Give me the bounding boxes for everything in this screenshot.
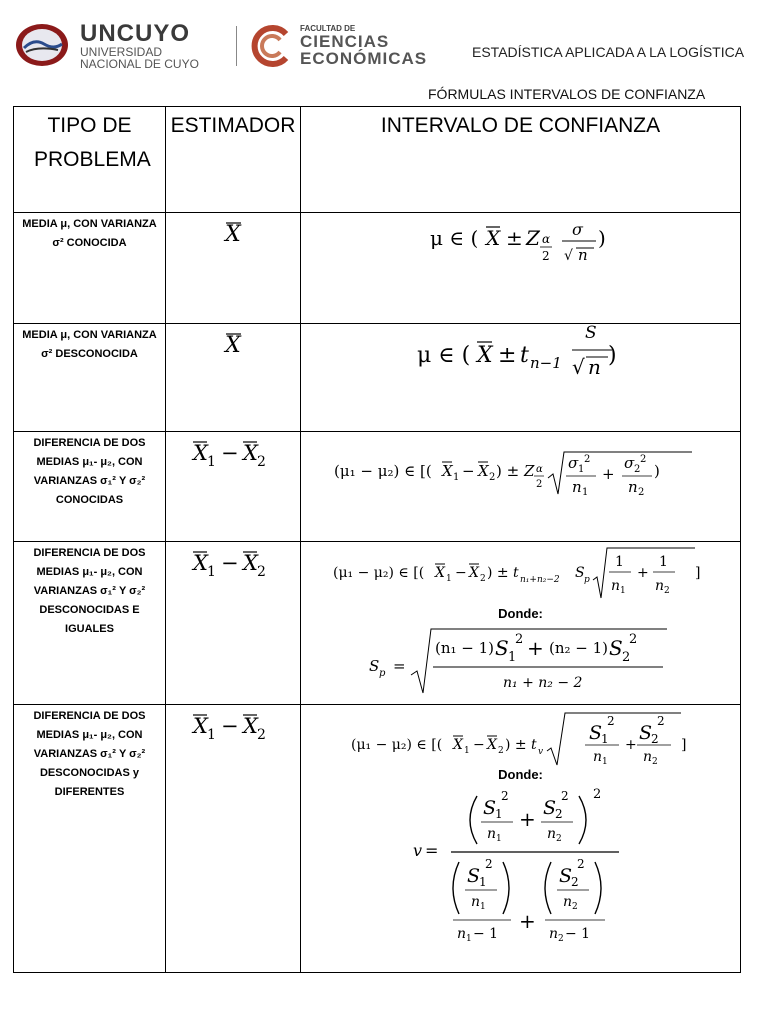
svg-text:2: 2 [637,487,644,498]
svg-text:X: X [243,551,258,575]
svg-text:2: 2 [257,564,266,580]
svg-text:1: 1 [464,746,470,756]
svg-text:S: S [543,797,557,819]
svg-text:√: √ [571,355,585,379]
svg-text:=: = [425,841,439,860]
svg-text:1: 1 [620,586,626,596]
svg-text:]: ] [695,565,701,581]
svg-text:v: v [413,841,423,860]
svg-text:X: X [243,441,258,465]
svg-text:−: − [473,737,485,753]
svg-text:1: 1 [581,487,588,498]
svg-text:X: X [225,333,241,358]
svg-text:X: X [487,737,497,753]
svg-text:Z: Z [525,226,540,250]
svg-text:t: t [519,343,529,368]
table-row [14,705,741,973]
svg-text:2: 2 [488,472,495,483]
svg-text:n: n [563,894,573,910]
interval-cell [301,324,741,432]
svg-text:α: α [535,464,543,475]
estimator-cell [166,432,301,542]
pooled-sd-formula [301,621,739,699]
table-row [14,432,741,542]
university-line2: NACIONAL DE CUYO [80,57,199,71]
svg-text:n: n [627,478,638,496]
svg-text:2: 2 [657,714,665,728]
faculty-prefix: FACULTAD DE [300,24,356,33]
svg-text:−: − [461,462,475,480]
svg-text:2: 2 [501,789,509,803]
svg-text:) ±: ) ± [505,737,527,753]
svg-text:): ) [653,462,660,480]
svg-text:) ±: ) ± [495,462,519,480]
svg-text:1: 1 [659,554,668,570]
svg-text:−: − [221,551,239,575]
svg-text:X: X [453,737,463,753]
svg-text:n: n [487,826,497,842]
svg-text:X: X [477,462,489,480]
svg-text:+: + [625,737,637,753]
svg-text:σ: σ [571,220,583,239]
svg-text:(μ₁ − μ₂) ∈ [(: (μ₁ − μ₂) ∈ [( [333,565,425,581]
svg-text:1: 1 [207,564,216,580]
svg-text:2: 2 [257,727,266,743]
header-tipo-de-problema: TIPO DE PROBLEMA [14,107,166,213]
svg-text:2: 2 [571,875,579,889]
svg-text:X: X [193,551,208,575]
svg-text:X: X [441,462,453,480]
svg-text:1: 1 [602,757,608,767]
svg-text:X: X [435,565,445,581]
svg-text:): ) [597,226,606,250]
svg-text:2: 2 [607,714,615,728]
svg-text:1: 1 [495,807,503,821]
svg-text:1: 1 [496,834,502,844]
svg-text:X: X [469,565,479,581]
svg-text:S: S [369,657,380,675]
svg-text:2: 2 [515,632,524,647]
svg-text:n: n [643,749,653,765]
estimator-cell [166,705,301,973]
table-row [14,213,741,324]
svg-text:n: n [587,355,601,379]
course-title: ESTADÍSTICA APLICADA A LA LOGÍSTICA [472,44,745,60]
svg-text:2: 2 [558,934,564,944]
svg-text:p: p [584,575,590,585]
svg-text:n: n [577,246,588,264]
svg-text:(μ₁ − μ₂) ∈ [(: (μ₁ − μ₂) ∈ [( [333,462,432,480]
svg-text:t: t [513,565,519,581]
svg-text:2: 2 [639,454,646,465]
svg-text:n: n [593,749,603,765]
table-row [14,542,741,705]
svg-text:−: − [221,441,239,465]
svg-text:+: + [527,636,544,660]
estimator-cell [166,542,301,705]
svg-text:n: n [571,478,582,496]
svg-text:n: n [547,826,557,842]
svg-text:1: 1 [207,727,216,743]
svg-text:2: 2 [498,746,504,756]
svg-text:n₁+n₂−2: n₁+n₂−2 [520,575,560,585]
interval-cell [301,432,741,542]
svg-text:n: n [457,926,467,942]
svg-text:1: 1 [466,934,472,944]
header-estimador: ESTIMADOR [166,107,301,213]
university-name-block [80,22,199,70]
svg-text:v: v [538,747,544,757]
svg-text:2: 2 [633,464,640,475]
interval-formula [302,324,740,426]
svg-text:p: p [379,668,386,679]
svg-text:2: 2 [561,789,569,803]
svg-text:+: + [637,565,649,581]
svg-text:(n₁ − 1): (n₁ − 1) [435,639,495,657]
svg-text:σ: σ [623,454,634,472]
svg-text:(n₂ − 1): (n₂ − 1) [549,639,609,657]
svg-text:X: X [243,714,258,738]
svg-text:2: 2 [556,834,562,844]
svg-text:n: n [655,578,665,594]
svg-text:S: S [559,865,573,887]
svg-text:2: 2 [572,902,578,912]
svg-text:n: n [471,894,481,910]
estimator-cell [166,213,301,324]
svg-text:1: 1 [508,650,517,665]
donde-label: Donde: [498,767,543,782]
interval-formula [301,705,739,767]
estimator-cell [166,324,301,432]
svg-text:1: 1 [446,574,452,584]
svg-text:(μ₁ − μ₂) ∈ [(: (μ₁ − μ₂) ∈ [( [351,737,443,753]
interval-cell [301,213,741,324]
svg-text:2: 2 [535,479,542,490]
interval-formula [301,542,739,606]
svg-text:S: S [575,565,585,581]
svg-text:σ: σ [567,454,578,472]
svg-text:S: S [467,865,481,887]
svg-text:X: X [193,714,208,738]
faculty-name-block [300,24,427,67]
svg-text:t: t [531,737,537,753]
svg-text:2: 2 [652,757,658,767]
donde-label: Donde: [498,606,543,621]
svg-text:S: S [584,324,597,343]
svg-text:): ) [607,343,617,368]
problem-cell: DIFERENCIA DE DOS MEDIAS μ₁- μ₂, CON VARIANZAS σ₁² Y σ₂² DESCONOCIDAS E IGUALES [14,542,166,705]
faculty-logo-icon [246,24,294,68]
svg-text:) ±: ) ± [487,565,509,581]
estimator-formula [213,217,253,247]
svg-text:+: + [519,807,536,831]
svg-text:2: 2 [629,632,638,647]
svg-text:√: √ [563,248,573,264]
svg-text:2: 2 [555,807,563,821]
svg-text:S: S [589,722,603,744]
svg-text:1: 1 [601,732,609,746]
svg-text:2: 2 [485,857,493,871]
svg-text:+: + [519,909,536,933]
table-header-row [14,107,741,213]
faculty-line1: CIENCIAS [300,32,390,51]
svg-text:S: S [495,636,509,660]
interval-formula [302,432,740,536]
header-intervalo: INTERVALO DE CONFIANZA [301,107,741,213]
svg-text:±: ± [497,343,516,368]
svg-text:1: 1 [577,464,584,475]
svg-text:2: 2 [583,454,590,465]
svg-text:+: + [601,465,615,483]
university-name: UNCUYO [80,20,191,47]
svg-text:2: 2 [622,650,631,665]
svg-text:2: 2 [541,249,550,263]
uncuyo-logo-icon [14,22,70,68]
svg-text:1: 1 [480,902,486,912]
svg-text:X: X [485,226,500,250]
svg-text:α: α [541,232,550,246]
faculty-line2: ECONÓMICAS [300,49,428,68]
svg-text:1: 1 [479,875,487,889]
svg-text:2: 2 [651,732,659,746]
estimator-formula [183,546,283,580]
svg-text:−: − [221,714,239,738]
svg-text:− 1: − 1 [473,926,499,942]
svg-text:2: 2 [480,574,486,584]
document-subtitle: FÓRMULAS INTERVALOS DE CONFIANZA [428,86,706,102]
problem-cell: DIFERENCIA DE DOS MEDIAS μ₁- μ₂, CON VARIANZAS σ₁² Y σ₂² CONOCIDAS [14,432,166,542]
table-row [14,324,741,432]
svg-text:S: S [483,797,497,819]
formula-table [13,106,741,973]
estimator-formula [183,436,283,470]
svg-text:μ ∈ (: μ ∈ ( [416,343,470,368]
svg-text:− 1: − 1 [565,926,591,942]
degrees-of-freedom-formula [301,782,739,966]
svg-text:=: = [393,657,406,675]
problem-cell: MEDIA μ, CON VARIANZA σ² DESCONOCIDA [14,324,166,432]
svg-text:n−1: n−1 [529,354,562,372]
interval-cell [301,705,741,973]
university-line1: UNIVERSIDAD [80,45,163,59]
svg-text:S: S [639,722,653,744]
document-header [0,0,768,80]
interval-formula [302,213,740,318]
problem-cell: MEDIA μ, CON VARIANZA σ² CONOCIDA [14,213,166,324]
svg-text:n: n [611,578,621,594]
svg-text:1: 1 [207,454,216,470]
estimator-formula [183,709,283,743]
problem-cell: DIFERENCIA DE DOS MEDIAS μ₁- μ₂, CON VARIANZAS σ₁² Y σ₂² DESCONOCIDAS y DIFERENTES [14,705,166,973]
header-divider [236,26,237,66]
interval-cell [301,542,741,705]
estimator-formula [213,328,253,358]
svg-text:μ ∈ (: μ ∈ ( [429,226,478,250]
svg-text:]: ] [681,737,687,753]
svg-text:X: X [476,343,493,368]
svg-text:1: 1 [615,554,624,570]
svg-text:1: 1 [452,472,459,483]
svg-text:2: 2 [577,857,585,871]
svg-text:2: 2 [664,586,670,596]
svg-text:n₁ + n₂ − 2: n₁ + n₂ − 2 [503,675,583,691]
svg-text:S: S [609,636,623,660]
svg-text:X: X [225,222,241,247]
svg-text:2: 2 [593,787,602,802]
svg-text:n: n [549,926,559,942]
svg-text:X: X [193,441,208,465]
svg-text:Z: Z [523,462,534,480]
svg-text:2: 2 [257,454,266,470]
svg-text:−: − [455,565,467,581]
svg-text:±: ± [505,226,523,250]
